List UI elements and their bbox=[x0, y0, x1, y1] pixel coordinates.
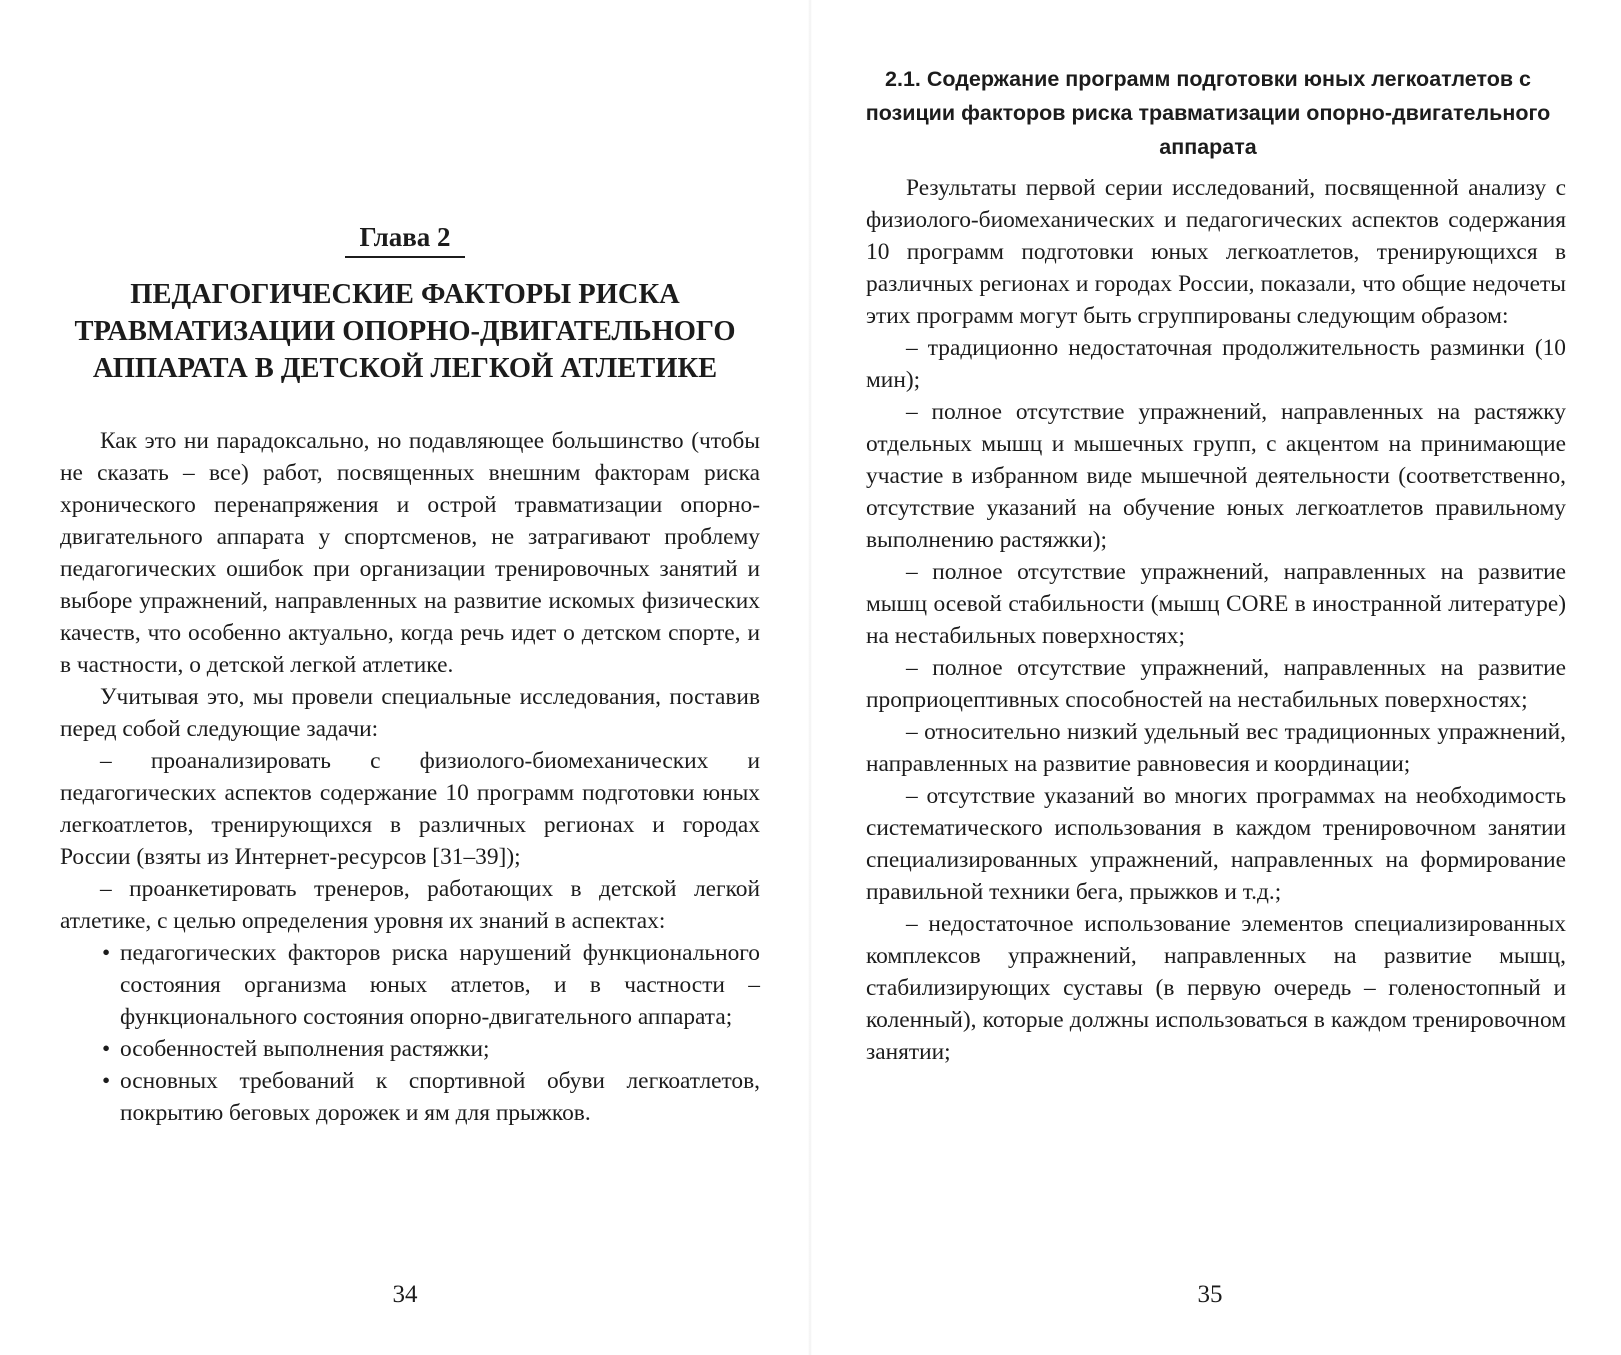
dash-item: – полное отсутствие упражнений, направленных на растяжку отдельных мышц и мышечных групп, с акцентом на принимающие участие в избранном виде мышечной деятельности (соответственно, отсутствие указаний на обучение юных легкоатлетов правильному выполнению растяжки); bbox=[866, 399, 1566, 553]
book-gutter bbox=[808, 0, 812, 1355]
chapter-label: Глава 2 bbox=[345, 220, 464, 258]
paragraph: Результаты первой серии исследований, посвященной анализу с физиолого-биомеханических и педагогических аспектов содержания 10 программ подготовки юных легкоатлетов, тренирующихся в различных регионах и городах России, показали, что общие недочеты этих программ могут быть сгруппированы следующим образом: bbox=[866, 175, 1566, 329]
dash-item: – традиционно недостаточная продолжительность разминки (10 мин); bbox=[866, 335, 1566, 393]
paragraph: Учитывая это, мы провели специальные исследования, поставив перед собой следующие задачи: bbox=[60, 684, 760, 742]
bullet-icon: • bbox=[102, 1068, 111, 1094]
chapter-header bbox=[0, 220, 810, 258]
bullet-icon: • bbox=[102, 940, 111, 966]
page-number-right: 35 bbox=[1197, 1281, 1223, 1308]
dash-item: – недостаточное использование элементов специализированных комплексов упражнений, направленных на развитие мышц, стабилизирующих суставы (в первую очередь – голеностопный и коленный), которые должны использоваться в каждом тренировочном занятии; bbox=[866, 911, 1566, 1065]
dash-item: – полное отсутствие упражнений, направленных на развитие мышц осевой стабильности (мышц CORE в иностранной литературе) на нестабильных поверхностях; bbox=[866, 559, 1566, 649]
list-item bbox=[102, 1033, 760, 1065]
bullet-list bbox=[60, 937, 760, 1129]
dash-item: – проанкетировать тренеров, работающих в детской легкой атлетике, с целью определения уровня их знаний в аспектах: bbox=[60, 876, 760, 934]
list-item bbox=[102, 1065, 760, 1129]
left-page-body bbox=[60, 425, 760, 1129]
dash-item: – проанализировать с физиолого-биомеханических и педагогических аспектов содержание 10 программ подготовки юных легкоатлетов, тренирующихся в различных регионах и городах России (взяты из Интернет-ресурсов [31–39]); bbox=[60, 748, 760, 870]
dash-item: – отсутствие указаний во многих программах на необходимость систематического использования в каждом тренировочном занятии специализированных упражнений, направленных на формирование правильной техники бега, прыжков и т.д.; bbox=[866, 783, 1566, 905]
list-item-text: особенностей выполнения растяжки; bbox=[120, 1036, 490, 1062]
dash-item: – полное отсутствие упражнений, направленных на развитие проприоцептивных способностей на нестабильных поверхностях; bbox=[866, 655, 1566, 713]
page-number-left: 34 bbox=[392, 1281, 418, 1308]
list-item-text: основных требований к спортивной обуви легкоатлетов, покрытию беговых дорожек и ям для прыжков. bbox=[120, 1068, 760, 1126]
chapter-title: ПЕДАГОГИЧЕСКИЕ ФАКТОРЫ РИСКА ТРАВМАТИЗАЦИИ ОПОРНО-ДВИГАТЕЛЬНОГО АППАРАТА В ДЕТСКОЙ ЛЕГКОЙ АТЛЕТИКЕ bbox=[74, 279, 736, 384]
right-page-body bbox=[866, 172, 1566, 1068]
paragraph: Как это ни парадоксально, но подавляющее большинство (чтобы не сказать – все) работ, посвященных внешним факторам риска хронического перенапряжения и острой травматизации опорно-двигательного аппарата у спортсменов, не затрагивают проблему педагогических ошибок при организации тренировочных занятий и выборе упражнений, направленных на развитие искомых физических качеств, что особенно актуально, когда речь идет о детском спорте, и в частности, о детской легкой атлетике. bbox=[60, 428, 760, 678]
bullet-icon: • bbox=[102, 1036, 111, 1062]
section-heading: 2.1. Содержание программ подготовки юных легкоатлетов с позиции факторов риска травматизации опорно-двигательного аппарата bbox=[865, 67, 1551, 159]
dash-item: – относительно низкий удельный вес традиционных упражнений, направленных на развитие равновесия и координации; bbox=[866, 719, 1566, 777]
list-item-text: педагогических факторов риска нарушений функционального состояния организма юных атлетов, и в частности – функционального состояния опорно-двигательного аппарата; bbox=[120, 940, 760, 1030]
list-item bbox=[102, 937, 760, 1033]
